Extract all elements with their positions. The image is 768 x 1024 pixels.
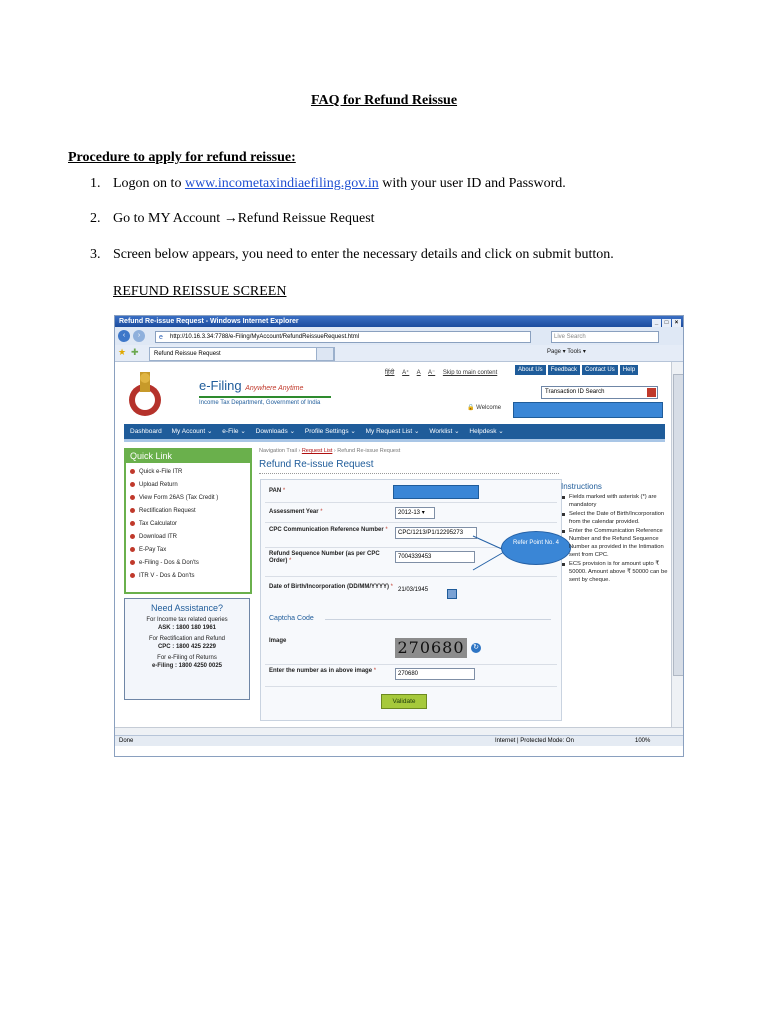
font-normal-link[interactable]: A <box>416 370 421 376</box>
quick-link-title: Quick Link <box>126 450 250 463</box>
menu-dashboard[interactable]: Dashboard <box>130 428 162 435</box>
step-text: Logon on to <box>113 176 185 191</box>
step-number: 2. <box>90 211 101 226</box>
screen-caption: REFUND REISSUE SCREEN <box>113 284 287 299</box>
quick-link-item[interactable]: Upload Return <box>130 479 250 492</box>
captcha-input[interactable]: 270680 <box>395 668 475 680</box>
breadcrumb-current: Refund Re-issue Request <box>337 448 401 454</box>
bullet-icon <box>130 482 135 487</box>
row-divider <box>265 686 557 687</box>
bullet-icon <box>130 560 135 565</box>
validate-button[interactable]: Validate <box>381 694 427 709</box>
menu-my-request-list[interactable]: My Request List ⌄ <box>365 428 420 435</box>
efiling-link[interactable]: www.incometaxindiaefiling.gov.in <box>184 176 379 191</box>
feedback-button[interactable]: Feedback <box>548 365 580 375</box>
step-text: Go to MY Account →Refund Reissue Request <box>113 211 375 226</box>
quick-link-item[interactable]: E-Pay Tax <box>130 544 250 557</box>
about-us-button[interactable]: About Us <box>515 365 546 375</box>
assist-number: e-Filing : 1800 4250 0025 <box>151 663 223 669</box>
assist-number: ASK : 1800 180 1961 <box>157 625 217 631</box>
bullet-icon <box>130 508 135 513</box>
pan-input[interactable] <box>393 485 479 499</box>
menu-underline <box>124 439 665 442</box>
zoom-level[interactable]: 100% <box>635 738 651 744</box>
captcha-rule <box>325 619 551 620</box>
step-number: 1. <box>90 176 101 191</box>
row-divider <box>265 522 557 523</box>
quick-link-item[interactable]: Download ITR <box>130 531 250 544</box>
need-assistance-panel <box>124 598 250 700</box>
cpc-reference-label: CPC Communication Reference Number * <box>269 527 388 533</box>
url-text: http://10.16.3.34:7788/e-Filing/MyAccount/RefundReissueRequest.html <box>170 334 360 340</box>
minimize-icon[interactable]: _ <box>652 319 661 327</box>
command-bar[interactable]: Page ▾ Tools ▾ <box>547 349 586 355</box>
refresh-captcha-icon[interactable]: ↻ <box>471 643 481 653</box>
breadcrumb-root: Navigation Trail <box>259 448 297 454</box>
refund-reissue-form <box>260 479 562 721</box>
bullet-icon <box>130 469 135 474</box>
calendar-icon[interactable] <box>447 589 457 599</box>
font-decrease-link[interactable]: A⁻ <box>428 370 436 376</box>
maximize-icon[interactable]: □ <box>662 319 671 327</box>
assist-line: For Rectification and Refund <box>148 636 226 642</box>
bullet-icon <box>562 530 565 533</box>
bullet-icon <box>130 534 135 539</box>
instructions-title: Instructions <box>561 482 602 491</box>
refund-sequence-input[interactable]: 7004339453 <box>395 551 475 563</box>
menu-worklist[interactable]: Worklist ⌄ <box>429 428 460 435</box>
income-tax-emblem-icon <box>125 370 165 418</box>
breadcrumb: Navigation Trail › Request List › Refund Re-issue Request <box>259 448 401 454</box>
row-divider <box>265 502 557 503</box>
brand-name: e-Filing <box>199 378 242 393</box>
hindi-link[interactable]: हिंदी <box>385 370 395 376</box>
bullet-icon <box>130 573 135 578</box>
skip-link[interactable]: Skip to main content <box>442 370 498 376</box>
status-done: Done <box>119 738 134 744</box>
bullet-icon <box>130 521 135 526</box>
row-divider <box>265 664 557 665</box>
assist-line: For e-Filing of Returns <box>157 655 217 661</box>
search-input[interactable]: Live Search <box>551 331 659 343</box>
font-increase-link[interactable]: A⁺ <box>402 370 410 376</box>
transaction-id-search[interactable] <box>541 386 658 399</box>
status-bar <box>115 735 683 746</box>
step-text: Screen below appears, you need to enter the necessary details and click on submit button. <box>113 247 614 262</box>
menu-e-file[interactable]: e-File ⌄ <box>222 428 246 435</box>
search-icon[interactable] <box>647 388 656 397</box>
menu-downloads[interactable]: Downloads ⌄ <box>255 428 296 435</box>
menu-profile-settings[interactable]: Profile Settings ⌄ <box>304 428 356 435</box>
status-zone: Internet | Protected Mode: On <box>495 738 574 744</box>
step-3 <box>90 247 614 263</box>
new-tab-button[interactable] <box>316 347 334 361</box>
form-title: Refund Re-issue Request <box>259 459 374 470</box>
image-label: Image <box>269 638 287 644</box>
back-icon[interactable]: ‹ <box>118 330 130 342</box>
welcome-label: Welcome <box>476 405 502 411</box>
form-title-rule <box>259 473 559 474</box>
assessment-year-select[interactable]: 2012-13 ▾ <box>395 507 435 519</box>
efiling-brand <box>199 378 303 393</box>
redacted-user-bar <box>513 402 663 418</box>
help-button[interactable]: Help <box>620 365 638 375</box>
forward-icon[interactable]: › <box>133 330 145 342</box>
tab-refund-reissue[interactable]: Refund Reissue Request <box>149 347 335 361</box>
assessment-year-label: Assessment Year * <box>269 509 323 515</box>
breadcrumb-request-list[interactable]: Request List <box>301 448 333 454</box>
assist-line: For Income tax related queries <box>146 617 228 623</box>
bullet-icon <box>130 547 135 552</box>
row-divider <box>265 576 557 577</box>
contact-us-button[interactable]: Contact Us <box>582 365 618 375</box>
bullet-icon <box>562 563 565 566</box>
page-icon: e <box>159 334 163 341</box>
refer-point-callout: Refer Point No. 4 <box>501 531 571 565</box>
menu-helpdesk[interactable]: Helpdesk ⌄ <box>469 428 504 435</box>
assist-number: CPC : 1800 425 2229 <box>157 644 217 650</box>
captcha-image: 270680 <box>395 638 467 658</box>
instructions-list <box>561 493 669 585</box>
enter-number-label: Enter the number as in above image * <box>269 668 377 674</box>
quick-link-item[interactable]: Rectification Request <box>130 505 250 518</box>
close-icon[interactable]: × <box>672 319 681 327</box>
bullet-icon <box>562 496 565 499</box>
menu-my-account[interactable]: My Account ⌄ <box>171 428 213 435</box>
bullet-icon <box>562 513 565 516</box>
welcome-text: 🔒 Welcome <box>467 405 502 411</box>
step-1 <box>90 176 566 192</box>
callout-arrow-icon <box>471 534 507 574</box>
vertical-scrollbar[interactable] <box>671 362 684 727</box>
top-buttons <box>513 365 638 375</box>
brand-tagline: Anywhere Anytime <box>245 385 304 392</box>
transaction-search-placeholder: Transaction ID Search <box>545 389 605 395</box>
department-name: Income Tax Department, Government of India <box>199 400 321 406</box>
document-title: FAQ for Refund Reissue <box>310 93 458 108</box>
instruction-item: Select the Date of Birth/Incorporation from the calendar provided. <box>561 510 669 526</box>
step-number: 3. <box>90 247 101 262</box>
refund-reissue-screenshot <box>114 315 684 757</box>
address-bar-row <box>115 327 683 346</box>
main-menu <box>124 424 665 439</box>
window-title: Refund Re-issue Request - Windows Internet Explorer <box>119 318 299 325</box>
instruction-item: Enter the Communication Reference Number and the Refund Sequence Number as provided in the Intimation sent from CPC. <box>561 527 669 559</box>
instruction-item: ECS provision is for amount upto ₹ 50000. Amount above ₹ 50000 can be sent by cheque. <box>561 560 669 584</box>
quick-link-item[interactable]: Quick e-File ITR <box>130 466 250 479</box>
quick-link-list <box>126 466 250 583</box>
dob-label: Date of Birth/Incorporation (DD/MM/YYYY) * <box>269 584 394 590</box>
refund-sequence-label: Refund Sequence Number (as per CPC Order) * <box>269 551 380 564</box>
step-text: with your user ID and Password. <box>378 176 566 191</box>
pan-label: PAN * <box>269 488 286 494</box>
add-favorite-icon[interactable]: ✚ <box>131 347 139 357</box>
quick-link-item[interactable]: View Form 26AS (Tax Credit ) <box>130 492 250 505</box>
favorites-star-icon[interactable]: ★ <box>118 347 127 357</box>
address-input[interactable] <box>155 331 531 343</box>
tab-bar <box>115 345 683 362</box>
web-page <box>115 362 671 727</box>
quick-link-item[interactable]: e-Filing - Dos & Don'ts <box>130 557 250 570</box>
step-2 <box>90 211 375 227</box>
cpc-reference-input[interactable]: CPC/1213/P1/12295273 <box>395 527 477 539</box>
captcha-legend: Captcha Code <box>269 615 314 622</box>
quick-link-panel <box>124 448 252 594</box>
instruction-item: Fields marked with asterisk (*) are mandatory <box>561 493 669 509</box>
brand-underline <box>199 396 331 398</box>
assistance-title: Need Assistance? <box>150 603 224 613</box>
section-title: Procedure to apply for refund reissue: <box>68 150 296 165</box>
top-links <box>385 368 503 376</box>
quick-link-item[interactable]: Tax Calculator <box>130 518 250 531</box>
dob-input[interactable]: 21/03/1945 <box>395 584 443 596</box>
browser-title-bar <box>115 316 683 327</box>
bullet-icon <box>130 495 135 500</box>
scrollbar-thumb[interactable] <box>673 374 684 676</box>
quick-link-item[interactable]: ITR V - Dos & Don'ts <box>130 570 250 583</box>
